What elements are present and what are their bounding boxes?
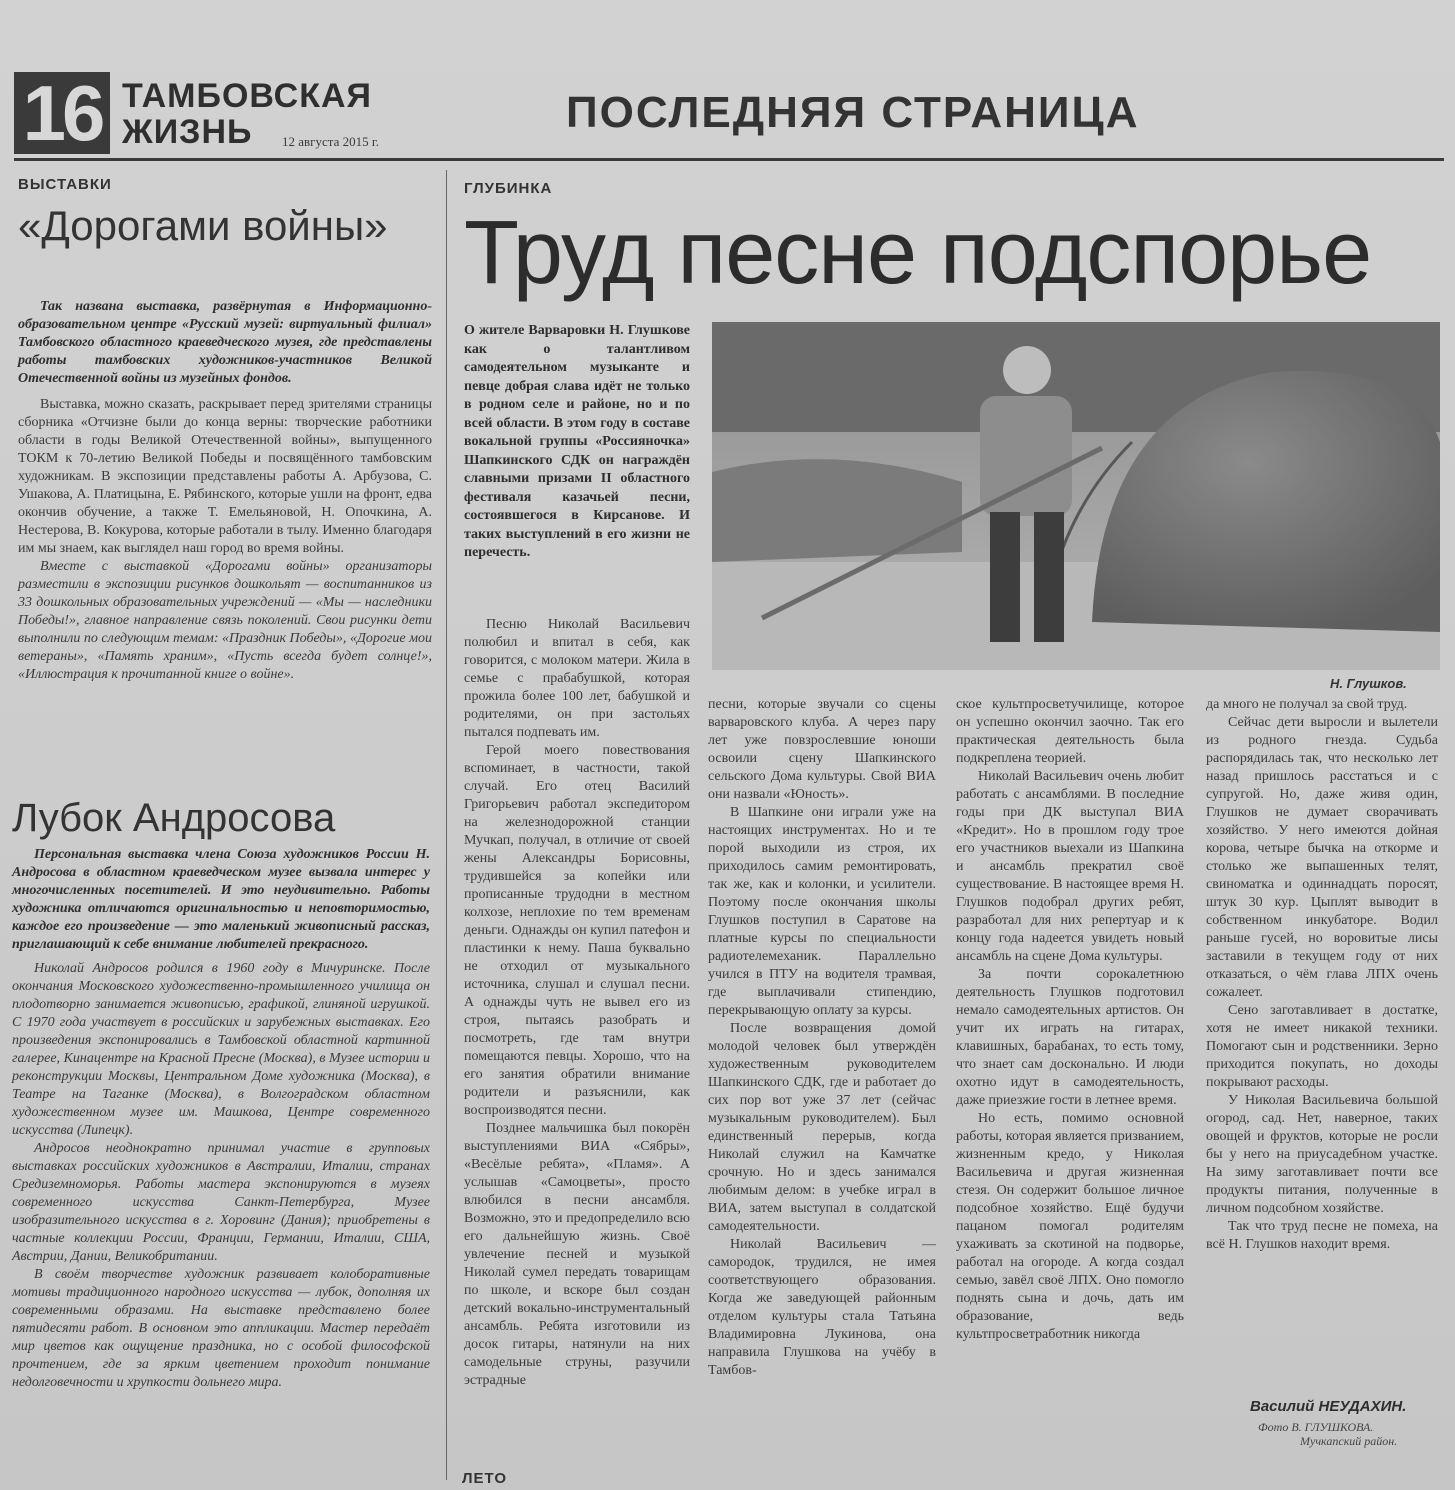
paper-name-line1: ТАМБОВСКАЯ bbox=[122, 77, 372, 115]
paragraph: Песню Николай Васильевич полюбил и впитал в себя, как говорится, с молоком матери. Жила в семье с прабабушкой, которая прожила более 100 лет, бабушкой и родителями, он при застольях пытался подпевать им. bbox=[464, 617, 690, 740]
rubric-exhibitions: ВЫСТАВКИ bbox=[18, 176, 112, 193]
article-body-lubok bbox=[12, 846, 430, 1392]
article-lead: Персональная выставка члена Союза художников России Н. Андросова в областном краеведческом музее вызвала интерес у многочисленных посетителей. И это неудивительно. Работы художника отличаются оригинальностью и неповторимостью, каждое его произведение — это маленький живописный рассказ, приглашающий к себе внимание любителей прекрасного. bbox=[12, 847, 430, 952]
photo-caption: Н. Глушков. bbox=[1330, 676, 1407, 691]
article-title-lubok: Лубок Андросова bbox=[12, 796, 336, 840]
paragraph: Позднее мальчишка был покорён выступлениями ВИА «Сябры», «Весёлые ребята», «Пламя». А услышав «Самоцветы», просто влюбился в песни ансамбля. Возможно, это и предопределило всю его дальнейшую жизнь. Своё увлечение песней и музыкой Николай сумел передать товарищам по школе, и вскоре был создан детский вокально-инструментальный ансамбль. Ребята изготовили из досок гитары, натянули на них самодельные струны, разучили эстрадные bbox=[464, 1121, 690, 1388]
article-lead: Так названа выставка, развёрнутая в Информационно-образовательном центре «Русский музей: виртуальный филиал» Тамбовского областного краеведческого музея, где представлены работы тамбовских художников-участников Великой Отечественной войны из музейных фондов. bbox=[18, 299, 432, 386]
paragraph: да много не получал за свой труд. bbox=[1206, 697, 1408, 712]
paragraph: Николай Васильевич — самородок, трудился, не имея соответствующего образования. Когда же заведующей районным отделом культуры стала Татьяна Владимировна Лукинова, она направила Глушкова на учёбу в Тамбов- bbox=[708, 1237, 936, 1378]
paragraph: Герой моего повествования вспоминает, в частности, такой случай. Его отец Василий Григорьевич работал экспедитором на железнодорожной станции Мучкап, получал, в отличие от своей жены Александры Борисовны, трудившейся за копейки или прописанные трудодни в местном колхозе, неплохие по тем временам деньги. Однажды он купил патефон и пластинки к нему. Паша буквально не отходил от музыкального источника, слушал и слушал песни. А однажды чуть не вывел его из строя, пытаясь разобрать и посмотреть, где там внутри помещаются певцы. Хорошо, что на его занятия обратили внимание родители и разъяснили, как воспроизводятся песни. bbox=[464, 743, 690, 1118]
paragraph: Николай Андросов родился в 1960 году в Мичуринске. После окончания Московского художественно-промышленного училища он плодотворно занимается живописью, графикой, глиняной игрушкой. С 1970 года участвует в российских и зарубежных выставках. Его произведения экспонировались в Тамбовской областной картинной галерее, Кинацентре на Красной Пресне (Москва), в Музее истории и реконструкции Москвы, Центральном Доме художника (Москва), в Театре на Таганке (Москва), в Волгоградском областном художественном музее им. Машкова, Центре современного искусства (Липецк). bbox=[12, 961, 430, 1138]
masthead-rule bbox=[14, 158, 1444, 161]
paragraph: Андросов неоднократно принимал участие в групповых выставках российских художников в Австралии, Италии, странах Средиземноморья. Работы мастера экспонируются в музеях современного искусства Санкт-Петербурга, Музее изобразительного искусства в г. Хоровинг (Дания); приобретены в частные коллекции России, Франции, Германии, Италии, США, Австрии, Дании, Великобритании. bbox=[12, 1141, 430, 1264]
photo-haystack-man bbox=[712, 322, 1440, 670]
article-body-dorogami bbox=[18, 298, 432, 684]
main-column-3 bbox=[956, 696, 1184, 1344]
issue-number: 16 bbox=[14, 72, 110, 154]
photo-credit: Фото В. ГЛУШКОВА. bbox=[1258, 1420, 1374, 1434]
paragraph: В Шапкине они играли уже на настоящих инструментах. Но и те порой выходили из строя, их приходилось самим ремонтировать, так же, как и колонки, и усилители. Поэтому после окончания школы Глушков поступил в Саратове на платные курсы по специальности радиотелемеханик. Параллельно учился в ПТУ на водителя трамвая, где выплачивали стипендию, перекрывающую оплату за курсы. bbox=[708, 805, 936, 1018]
main-column-2 bbox=[708, 696, 936, 1380]
paragraph: За почти сорокалетнюю деятельность Глушков подготовил немало самодеятельных артистов. Он учит их играть на гитарах, клавишных, барабанах, то есть тому, что знает сам досконально. И люди охотно идут в самодеятельность, даже приезжие гости в летнее время. bbox=[956, 967, 1184, 1108]
paragraph: Вместе с выставкой «Дорогами войны» организаторы разместили в экспозиции рисунков дошкольят — воспитанников из 33 дошкольных образовательных учреждений — «Мы — наследники Победы!», главное направление связь поколений. Свои рисунки дети выполнили по следующим темам: «Праздник Победы», «Дорогие мои ветераны», «Память храним», «Пусть всегда будет солнце!», «Иллюстрация к прочитанной книге о войне». bbox=[18, 559, 432, 682]
paragraph: ское культпросветучилище, которое он успешно окончил заочно. Так его практическая деятельность была подкреплена теорией. bbox=[956, 697, 1184, 766]
article-photo bbox=[712, 322, 1440, 670]
paragraph: Николай Васильевич очень любит работать с ансамблями. В последние годы при ДК выступал ВИА «Кредит». Но в прошлом году трое его участников выехали из Шапкина и ансамбль прекратил своё существование. В настоящее время Н. Глушков подобрал других ребят, разработал для них репертуар и к концу года надеется увидеть новый ансамбль на сцене Дома культуры. bbox=[956, 769, 1184, 964]
paragraph: У Николая Васильевича большой огород, сад. Нет, наверное, таких овощей и фруктов, которые не росли бы у него на приусадебном участке. На зиму заготавливает почти все продукты питания, полученные в личном подсобном хозяйстве. bbox=[1206, 1093, 1438, 1216]
main-column-4 bbox=[1206, 696, 1438, 1254]
paragraph: В своём творчестве художник развивает колоборативные мотивы традиционного народного искусства — лубок, дополняя их современными образами. На выставке представлено более пятидесяти работ. В основном это аппликации. Мастер передаёт мир цветов как ощущение праздника, но с особой философской прочтением, где за ярким цветением проходит понимание недолговечности и хрупкости дольнего мира. bbox=[12, 1267, 430, 1390]
main-article-lead: О жителе Варваровки Н. Глушкове как о талантливом самодеятельном музыканте и певце добрая слава идёт не только в родном селе и районе, но и по всей области. В этом году в составе вокальной группы «Россияночка» Шапкинского СДК он награждён славными призами II областного фестиваля казачьей песни, состоявшегося в Кирсанове. И таких выступлений в его жизни не перечесть. bbox=[464, 323, 690, 560]
author-signature: Василий НЕУДАХИН. bbox=[1250, 1398, 1407, 1415]
article-title-dorogami: «Дорогами войны» bbox=[18, 202, 388, 249]
paragraph: Сено заготавливает в достатке, хотя не имеет никакой техники. Помогают сын и родственники. Зерно приходится покупать, но доходы покрывают расходы. bbox=[1206, 1003, 1438, 1090]
paragraph: После возвращения домой молодой человек был утверждён художественным руководителем Шапкинского СДК, где и работает до сих пор вот уже 37 лет (сейчас музыкальным руководителем). Был единственный перерыв, когда Николай служил на Камчатке срочную. Но и здесь занимался любимым делом: в учебке играл в ВИА, затем выступал в солдатской самодеятельности. bbox=[708, 1021, 936, 1234]
paragraph: Выставка, можно сказать, раскрывает перед зрителями страницы сборника «Отчизне были до конца верны: творческие работники области в годы Великой Отечественной войны», выпущенного ТОКМ к 70-летию Великой Победы и посвящённого тамбовским художникам. В экспозиции представлены работы А. Арбузова, С. Ушакова, А. Платицына, Е. Рябинского, которые ушли на фронт, едва окончив обучение, а также Т. Емельяновой, Н. Опочкина, А. Нестерова, В. Кокурова, которые работали в тылу. Именно благодаря им мы знаем, как выглядел наш город во время войны. bbox=[18, 397, 432, 556]
page-heading: ПОСЛЕДНЯЯ СТРАНИЦА bbox=[566, 88, 1140, 137]
rubric-leto: ЛЕТО bbox=[462, 1470, 507, 1487]
paragraph: Но есть, помимо основной работы, которая является призванием, жизненным кредо, у Николая Васильевича и другая жизненная стезя. Он содержит большое личное подсобное хозяйство. Ещё будучи пацаном помогал родителям ухаживать за скотиной на подворье, работал на огороде. А когда создал семью, завёл своё ЛПХ. Оно помогло поднять сына и дочь, дать им образование, ведь культпросветработник никогда bbox=[956, 1111, 1184, 1342]
paper-name-line2: ЖИЗНЬ bbox=[122, 113, 253, 151]
rubric-glubinka: ГЛУБИНКА bbox=[464, 180, 553, 197]
column-divider bbox=[446, 170, 447, 1480]
paragraph: Так что труд песне не помеха, на всё Н. Глушков находит время. bbox=[1206, 1219, 1438, 1252]
main-column-1 bbox=[464, 616, 690, 1390]
issue-date: 12 августа 2015 г. bbox=[282, 134, 379, 149]
article-title-main: Труд песне подспорье bbox=[464, 203, 1372, 303]
paragraph: Сейчас дети выросли и вылетели из родного гнезда. Судьба распорядилась так, что несколько лет назад пришлось расстаться и с супругой. Но, даже живя один, Глушков не думает сворачивать хозяйство. У него имеются дойная корова, четыре бычка на откорме и столько же выпашенных телят, свиноматка и одиннадцать поросят, штук 30 кур. Цыплят выводит в собственном инкубаторе. Водил раньше гусей, но воровитые лисы заставили в текущем году от них отказаться, о чём глава ЛПХ очень сожалеет. bbox=[1206, 715, 1438, 1000]
paragraph: песни, которые звучали со сцены варваровского клуба. А через пару лет уже повзрослевшие юноши освоили сцену Шапкинского сельского Дома культуры. Свой ВИА они назвали «Юность». bbox=[708, 697, 936, 802]
author-location: Мучкапский район. bbox=[1300, 1434, 1398, 1448]
